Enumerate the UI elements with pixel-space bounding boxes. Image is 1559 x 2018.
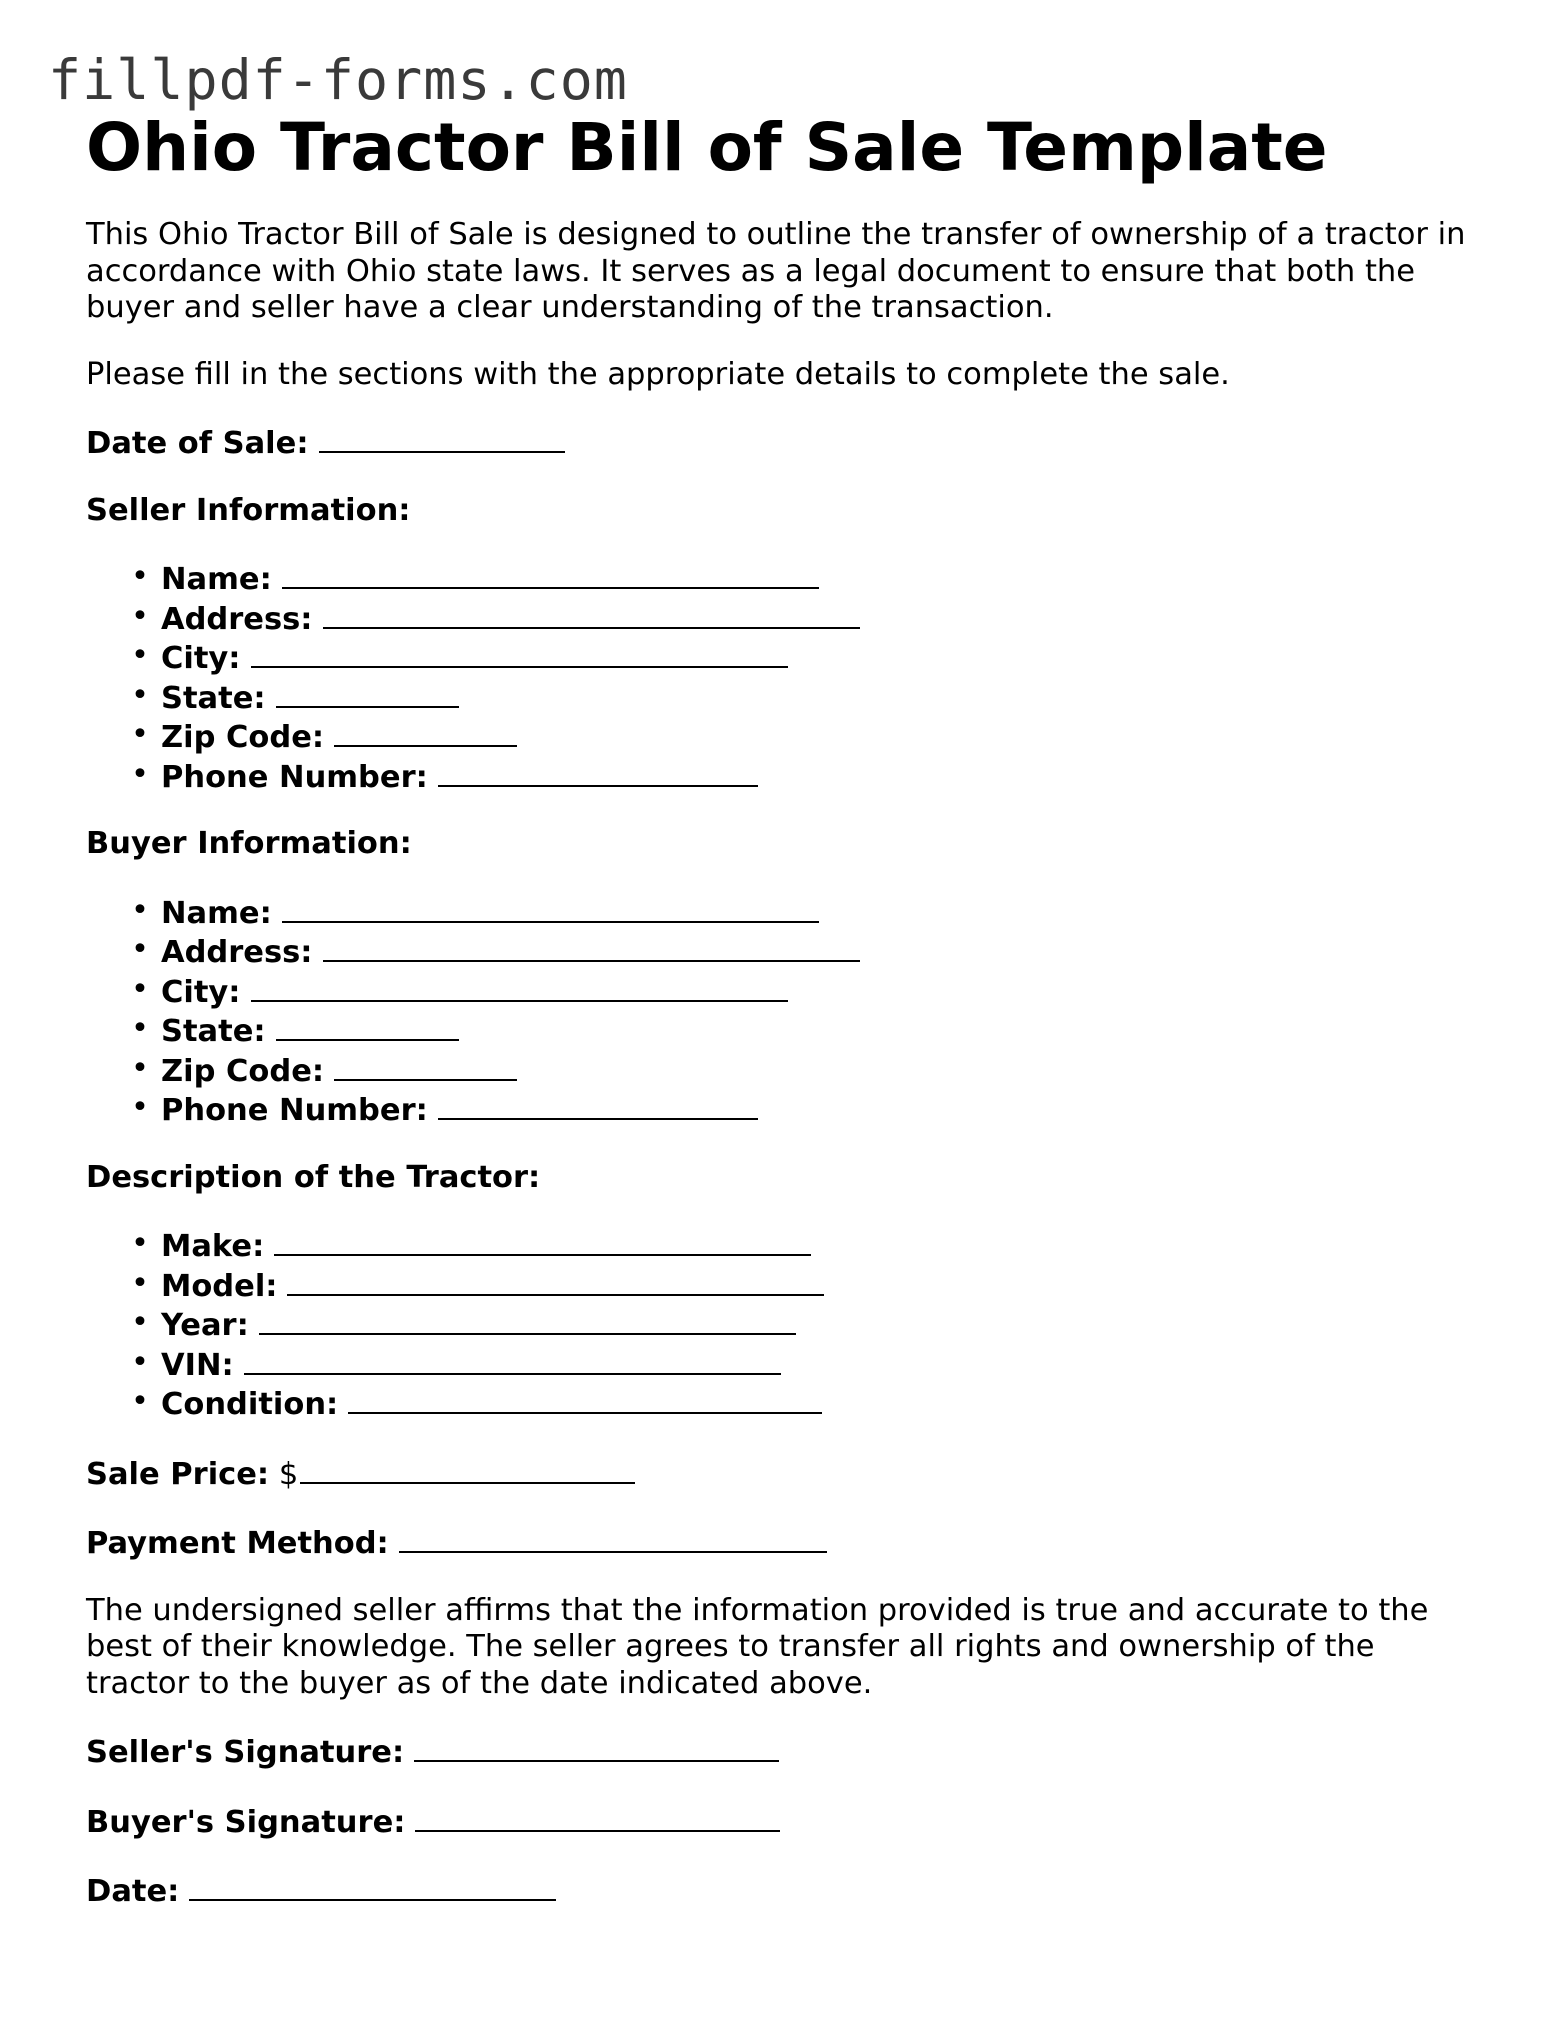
buyer-address-blank[interactable] [323, 932, 860, 962]
bullet: • [131, 971, 149, 1007]
bullet: • [131, 1226, 149, 1261]
list-item [131, 717, 1486, 757]
tractor-condition-blank[interactable] [348, 1384, 822, 1414]
bullet: • [131, 1384, 149, 1419]
tractor-make-blank[interactable] [274, 1226, 811, 1256]
bullet: • [131, 677, 149, 713]
list-item [131, 1305, 1486, 1345]
date-row [86, 1871, 1486, 1911]
currency-symbol: $ [278, 1456, 299, 1492]
seller-section-heading: Seller Information: [86, 492, 411, 528]
bullet: • [131, 598, 149, 634]
tractor-section-heading: Description of the Tractor: [86, 1159, 541, 1195]
list-item [131, 598, 1486, 639]
field-label: Year: [161, 1308, 249, 1343]
page-title: Ohio Tractor Bill of Sale Template [86, 109, 1328, 186]
list-item [131, 1011, 1486, 1051]
buyer-fields-list [86, 893, 1486, 1130]
list-item [131, 1090, 1486, 1130]
buyer-signature-row [86, 1802, 1486, 1842]
list-item [131, 892, 1486, 933]
bullet: • [131, 1305, 149, 1340]
bullet: • [131, 1090, 149, 1125]
buyer-signature-blank[interactable] [415, 1802, 780, 1832]
field-label: Address: [161, 601, 313, 637]
field-label: Name: [161, 895, 272, 931]
field-label: Name: [161, 562, 272, 597]
bullet: • [131, 1050, 149, 1086]
list-item [131, 677, 1486, 718]
tractor-year-blank[interactable] [259, 1305, 796, 1335]
seller-fields-list [86, 559, 1486, 796]
seller-city-blank[interactable] [251, 638, 788, 668]
date-of-sale-label: Date of Sale: [86, 426, 309, 461]
tractor-model-blank[interactable] [287, 1266, 824, 1296]
sale-price-blank[interactable] [300, 1454, 635, 1484]
list-item [131, 1226, 1486, 1266]
document-page [86, 108, 1486, 1911]
seller-signature-row [86, 1732, 1486, 1772]
list-item [131, 756, 1486, 797]
date-blank[interactable] [189, 1871, 556, 1901]
field-label: Zip Code: [161, 720, 325, 755]
field-label: Phone Number: [161, 1093, 428, 1128]
date-label: Date: [86, 1874, 180, 1909]
seller-state-blank[interactable] [276, 678, 459, 708]
list-item [131, 1384, 1486, 1424]
seller-address-blank[interactable] [323, 599, 860, 629]
bullet: • [131, 1344, 149, 1380]
payment-method-label: Payment Method: [86, 1526, 389, 1561]
list-item [131, 932, 1486, 972]
field-label: Make: [161, 1229, 265, 1264]
seller-signature-label: Seller's Signature: [86, 1735, 405, 1770]
bullet: • [131, 1011, 149, 1046]
seller-name-blank[interactable] [282, 559, 819, 589]
list-item [131, 971, 1486, 1012]
seller-zip-blank[interactable] [334, 717, 517, 747]
bullet: • [131, 638, 149, 673]
buyer-state-blank[interactable] [276, 1011, 459, 1041]
field-label: State: [161, 680, 266, 716]
bullet: • [131, 717, 149, 752]
sale-price-label: Sale Price: [86, 1456, 270, 1492]
sale-price-row [86, 1454, 1486, 1494]
tractor-vin-blank[interactable] [244, 1345, 781, 1375]
list-item [131, 1265, 1486, 1306]
intro-paragraph: This Ohio Tractor Bill of Sale is designed to outline the transfer of ownership of a tractor in accordance with Ohio state laws. It serves as a legal document to ensure that both the buyer and seller have a clear understanding of the transaction. [86, 217, 1466, 325]
watermark: fillpdf-forms.com [48, 48, 628, 112]
field-label: City: [161, 641, 241, 676]
buyer-signature-label: Buyer's Signature: [86, 1804, 406, 1840]
field-label: Address: [161, 935, 313, 970]
buyer-city-blank[interactable] [251, 972, 788, 1002]
payment-method-blank[interactable] [399, 1523, 827, 1553]
date-of-sale-row [86, 423, 1486, 463]
list-item [131, 638, 1486, 678]
list-item [131, 1344, 1486, 1385]
list-item [131, 559, 1486, 599]
tractor-fields-list [86, 1226, 1486, 1424]
bullet: • [131, 932, 149, 967]
instruction-paragraph: Please fill in the sections with the appropriate details to complete the sale. [86, 356, 1230, 392]
buyer-phone-blank[interactable] [438, 1090, 758, 1120]
bullet: • [131, 756, 149, 792]
buyer-section-heading: Buyer Information: [86, 826, 412, 861]
date-of-sale-blank[interactable] [319, 423, 565, 453]
field-label: Model: [161, 1268, 278, 1304]
payment-method-row [86, 1523, 1486, 1563]
field-label: Condition: [161, 1387, 339, 1422]
field-label: State: [161, 1014, 266, 1049]
seller-signature-blank[interactable] [414, 1732, 779, 1762]
affirmation-paragraph: The undersigned seller affirms that the information provided is true and accurate to the best of their knowledge. The seller agrees to transfer all rights and ownership of the tractor to the buyer as of the date indicated above. [86, 1592, 1429, 1701]
seller-phone-blank[interactable] [438, 757, 758, 787]
field-label: Zip Code: [161, 1053, 325, 1089]
bullet: • [131, 1265, 149, 1301]
buyer-name-blank[interactable] [282, 893, 819, 923]
field-label: City: [161, 974, 241, 1010]
field-label: VIN: [161, 1347, 234, 1383]
bullet: • [131, 559, 149, 594]
buyer-zip-blank[interactable] [334, 1051, 517, 1081]
field-label: Phone Number: [161, 759, 428, 795]
list-item [131, 1050, 1486, 1091]
bullet: • [131, 892, 149, 928]
